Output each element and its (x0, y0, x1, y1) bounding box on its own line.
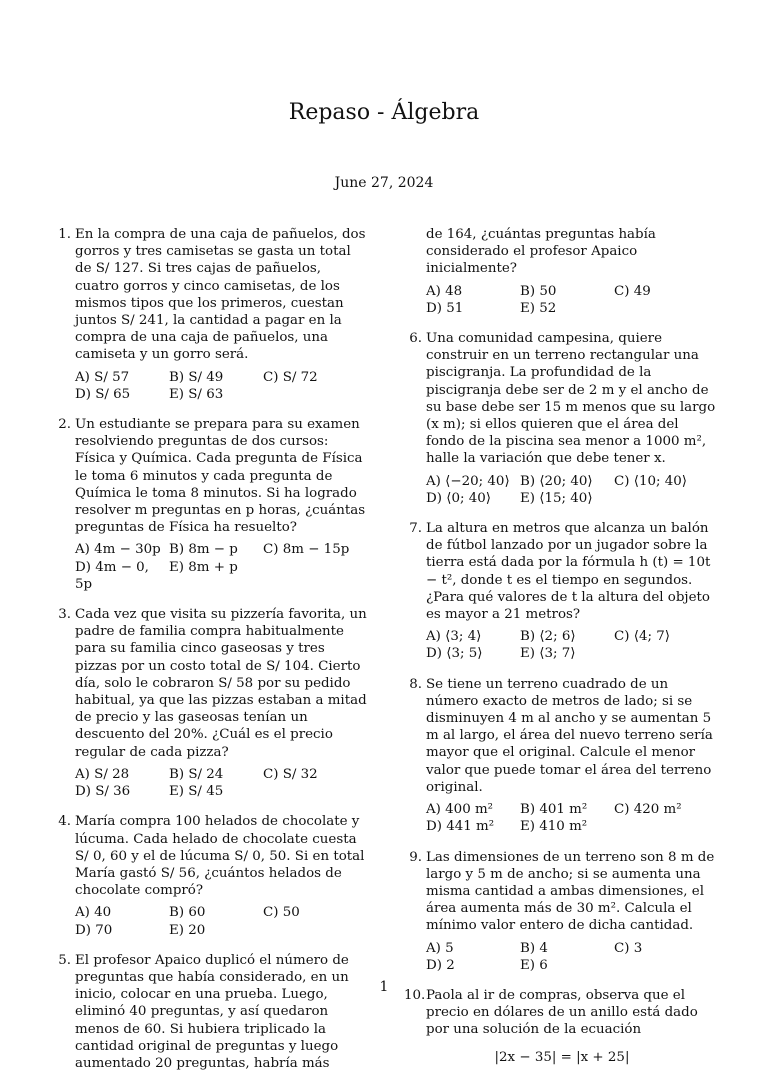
option-a: A) ⟨3; 4⟩ (426, 629, 482, 645)
document-date: June 27, 2024 (334, 175, 434, 191)
problem-number: 2. (58, 417, 71, 433)
problem-number: 5. (58, 952, 71, 968)
option-b: B) 50 (520, 283, 557, 299)
option-c: C) 49 (614, 283, 651, 299)
problem-1 (53, 226, 369, 403)
option-a: A) S/ 28 (75, 766, 130, 782)
options (426, 628, 720, 662)
option-e: E) 6 (520, 957, 548, 973)
option-c: C) 3 (614, 940, 643, 956)
option-d: D) 441 m² (426, 819, 495, 835)
option-a: A) 40 (75, 905, 112, 921)
option-e: E) 52 (520, 300, 557, 316)
problem-text: En la compra de una caja de pañuelos, dos gorros y tres camisetas se gasta un total de S/ 127. Si tres cajas de pañuelos, cuatro gorros y cinco camisetas, de los mismos tipos que los primeros, cuestan juntos S/ 241, la cantidad a pagar en la compra de una caja de pañuelos, una camiseta y un gorro será. (75, 227, 366, 363)
problem-3 (53, 606, 369, 800)
option-a: A) 5 (426, 940, 454, 956)
option-e: E) 410 m² (520, 819, 588, 835)
options (426, 801, 720, 835)
option-c: C) 8m − 15p (263, 542, 350, 558)
problem-10 (404, 987, 720, 1066)
option-a: A) S/ 57 (75, 369, 130, 385)
option-c: C) S/ 72 (263, 369, 318, 385)
problem-text: Paola al ir de compras, observa que el precio en dólares de un anillo está dado por una solución de la ecuación (426, 987, 698, 1038)
problem-8 (404, 676, 720, 836)
option-d: D) 2 (426, 957, 455, 973)
option-b: B) ⟨20; 40⟩ (520, 473, 593, 489)
problem-6 (404, 330, 720, 507)
option-e: E) ⟨15; 40⟩ (520, 490, 593, 506)
problem-text: Cada vez que visita su pizzería favorita, un padre de familia compra habitualmente para su familia cinco gaseosas y tres pizzas por un costo total de S/ 104. Cierto día, solo le cobraron S/ 58 por su pedido habitual, ya que las pizzas estaban a mitad de precio y las gaseosas tenían un descuento del 20%. ¿Cuál es el precio regular de cada pizza? (75, 607, 367, 760)
option-a: A) 4m − 30p (75, 542, 161, 558)
option-c: C) S/ 32 (263, 766, 318, 782)
problem-4 (53, 813, 369, 938)
option-b: B) 60 (169, 905, 206, 921)
problem-7 (404, 520, 720, 663)
option-e: E) 20 (169, 922, 206, 938)
problem-number: 10. (404, 987, 426, 1003)
option-e: E) S/ 45 (169, 784, 224, 800)
option-c: C) 420 m² (614, 802, 682, 818)
problem-text: de 164, ¿cuántas preguntas había considerado el profesor Apaico inicialmente? (426, 227, 656, 277)
page-number: 1 (379, 979, 389, 995)
page-title: Repaso - Álgebra (288, 100, 480, 125)
option-b: B) 8m − p (169, 542, 238, 558)
option-e: E) ⟨3; 7⟩ (520, 646, 576, 662)
options (426, 473, 720, 507)
problem-9 (404, 849, 720, 974)
problem-number: 8. (409, 676, 422, 692)
problem-number: 9. (409, 849, 422, 865)
problem-text: El profesor Apaico duplicó el número de preguntas que había considerado, en un inicio, colocar en una prueba. Luego, eliminó 40 preguntas, y así quedaron menos de 60. Si hubiera triplicado la cantidad original de preguntas y luego aumentado 20 preguntas, habría más (75, 952, 349, 1071)
problem-text: Se tiene un terreno cuadrado de un número exacto de metros de lado; si se disminuyen 4 m al ancho y se aumentan 5 m al largo, el área del nuevo terreno sería mayor que el original. Calcule el menor valor que puede tomar el área del terreno original. (426, 676, 713, 795)
option-e: E) 8m + p (169, 559, 238, 575)
problem-number: 6. (409, 331, 422, 347)
problem-5-continuation (404, 226, 720, 317)
problem-text: Un estudiante se prepara para su examen resolviendo preguntas de dos cursos: Física y Química. Cada pregunta de Física le toma 6 minutos y cada pregunta de Química le toma 8 minutos. Si ha logrado resolver m preguntas en p horas, ¿cuántas preguntas de Física ha resuelto? (75, 417, 366, 536)
problem-text: Una comunidad campesina, quiere construir en un terreno rectangular una piscigranja. La profundidad de la piscigranja debe ser de 2 m y el ancho de su base debe ser 15 m menos que su largo (x m); si ellos quieren que el área del fondo de la piscina sea menor a 1000 m², halle la variación que debe tener x. (426, 331, 716, 467)
option-e: E) S/ 63 (169, 386, 224, 402)
problem-2 (53, 416, 369, 593)
option-a: A) 48 (426, 283, 463, 299)
right-column (404, 226, 720, 1079)
option-a: A) ⟨−20; 40⟩ (426, 473, 510, 489)
equation: |2x − 35| = |x + 25| (494, 1049, 630, 1065)
option-b: B) 401 m² (520, 802, 588, 818)
options (75, 541, 369, 593)
option-c: C) ⟨10; 40⟩ (614, 473, 688, 489)
problem-number: 4. (58, 814, 71, 830)
options (426, 940, 720, 974)
option-b: B) S/ 24 (169, 766, 224, 782)
option-d: D) ⟨0; 40⟩ (426, 490, 491, 506)
problem-5 (53, 952, 369, 1072)
option-b: B) S/ 49 (169, 369, 224, 385)
option-c: C) 50 (263, 905, 300, 921)
options (426, 283, 720, 317)
option-d: D) S/ 65 (75, 386, 131, 402)
options (75, 766, 369, 800)
problem-text: La altura en metros que alcanza un balón de fútbol lanzado por un jugador sobre la tierra está dada por la fórmula h (t) = 10t − t², donde t es el tiempo en segundos. ¿Para qué valores de t la altura del objeto es mayor a 21 metros? (426, 521, 711, 623)
problem-number: 1. (58, 227, 71, 242)
option-d: D) 51 (426, 300, 464, 316)
problem-number: 3. (58, 607, 71, 623)
options (75, 369, 369, 403)
option-c: C) ⟨4; 7⟩ (614, 629, 670, 645)
option-d: D) ⟨3; 5⟩ (426, 646, 483, 662)
options (75, 904, 369, 938)
option-d: D) S/ 36 (75, 784, 131, 800)
option-a: A) 400 m² (426, 802, 494, 818)
option-d: D) 4m − 0, 5p (75, 559, 149, 592)
problem-number: 7. (409, 521, 422, 537)
option-b: B) 4 (520, 940, 548, 956)
problem-text: María compra 100 helados de chocolate y lúcuma. Cada helado de chocolate cuesta S/ 0, 60 y el de lúcuma S/ 0, 50. Si en total María gastó S/ 56, ¿cuántos helados de chocolate compró? (75, 814, 365, 899)
option-b: B) ⟨2; 6⟩ (520, 629, 576, 645)
left-column (53, 226, 369, 1085)
problem-text: Las dimensiones de un terreno son 8 m de largo y 5 m de ancho; si se aumenta una misma cantidad a ambas dimensiones, el área aumenta más de 30 m². Calcula el mínimo valor entero de dicha cantidad. (426, 849, 715, 934)
option-d: D) 70 (75, 922, 113, 938)
